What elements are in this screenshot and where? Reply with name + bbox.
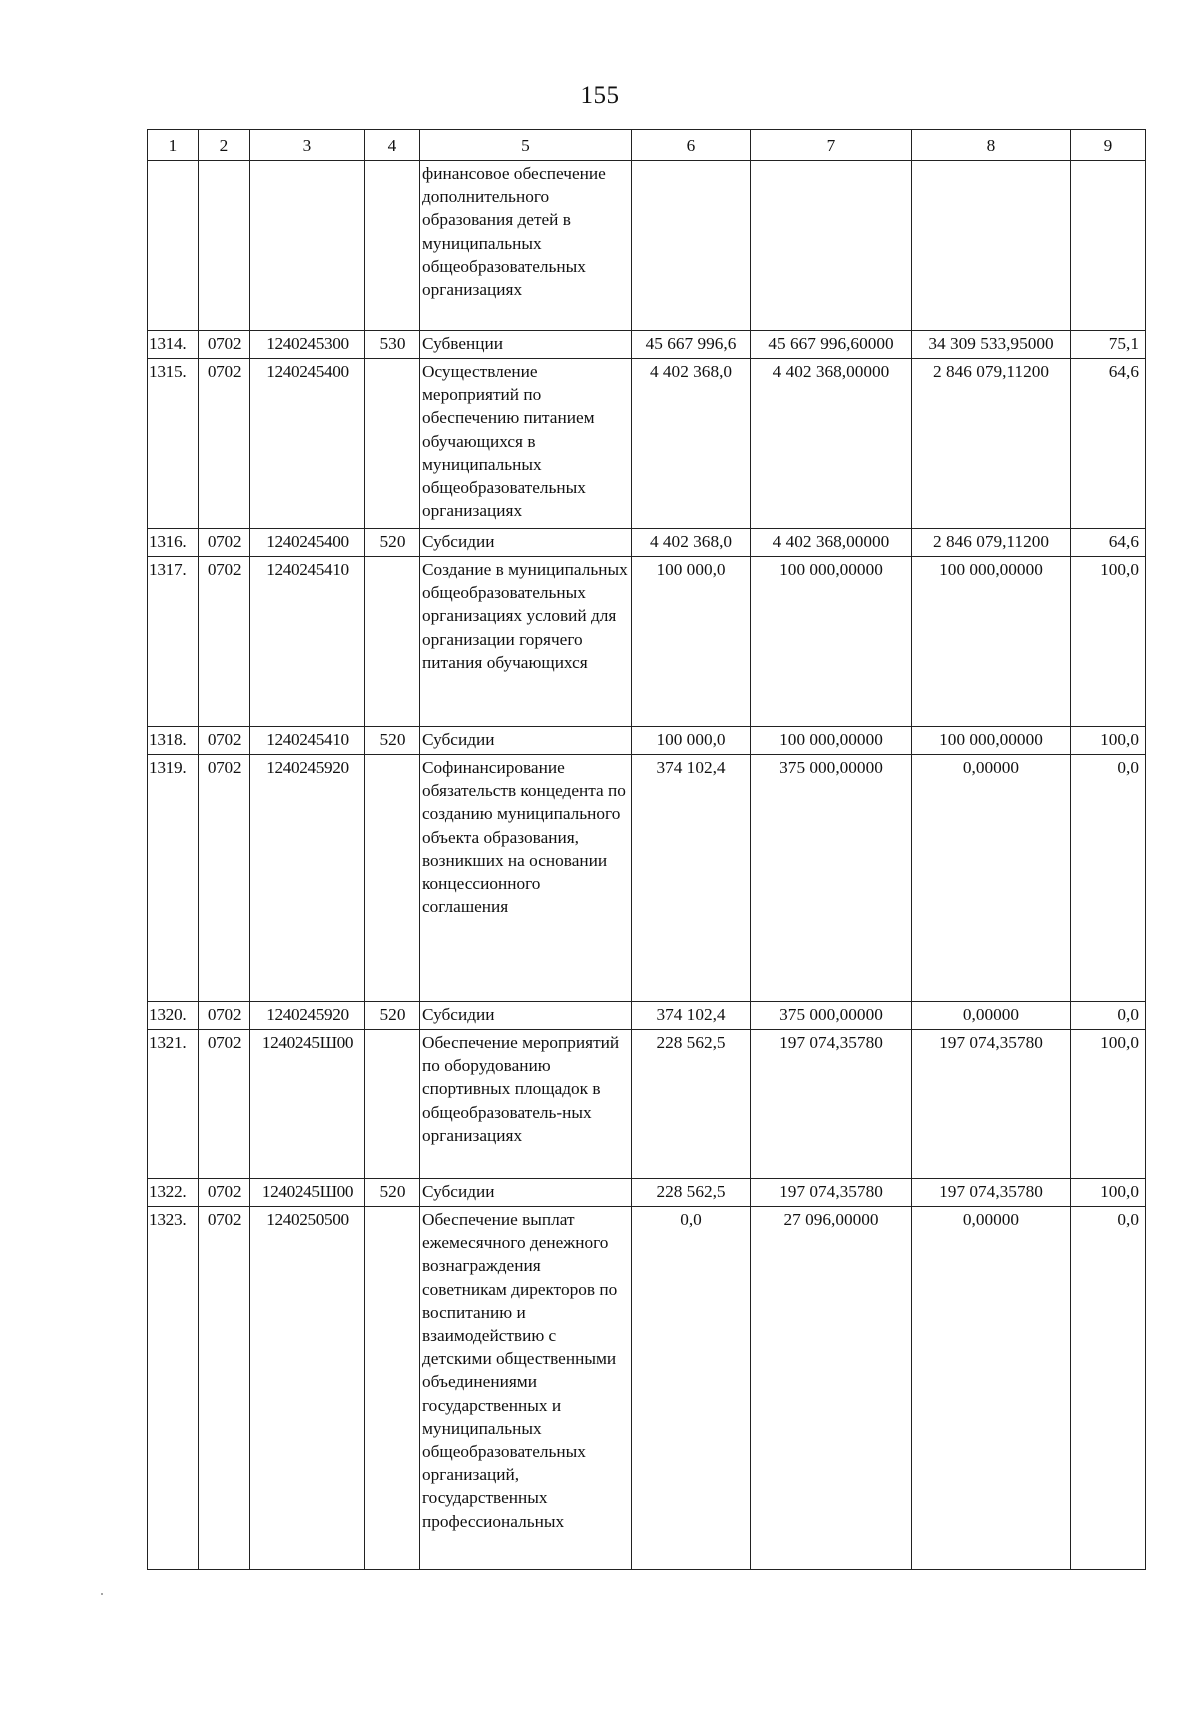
percent-cell: 100,0 xyxy=(1071,727,1146,755)
row-number-cell: 1323. xyxy=(148,1207,199,1570)
expense-type-cell xyxy=(365,1207,420,1570)
description-cell: Создание в муниципальных общеобразовательных организациях условий для организации горячего питания обучающихся xyxy=(420,557,632,727)
table-row xyxy=(148,331,1146,359)
target-code-cell: 1240245410 xyxy=(250,557,365,727)
description-cell: Субсидии xyxy=(420,1002,632,1030)
executed-amount-cell: 100 000,00000 xyxy=(912,727,1071,755)
expense-type-cell xyxy=(365,359,420,529)
scan-speck xyxy=(101,1593,103,1595)
row-number-cell: 1321. xyxy=(148,1030,199,1179)
refined-amount-cell xyxy=(751,161,912,331)
refined-amount-cell: 100 000,00000 xyxy=(751,557,912,727)
section-code-cell: 0702 xyxy=(199,1207,250,1570)
executed-amount-cell: 197 074,35780 xyxy=(912,1179,1071,1207)
plan-amount-cell: 0,0 xyxy=(632,1207,751,1570)
target-code-cell: 1240245920 xyxy=(250,1002,365,1030)
executed-amount-cell: 0,00000 xyxy=(912,755,1071,1002)
plan-amount-cell: 100 000,0 xyxy=(632,557,751,727)
executed-amount-cell xyxy=(912,161,1071,331)
executed-amount-cell: 2 846 079,11200 xyxy=(912,529,1071,557)
refined-amount-cell: 4 402 368,00000 xyxy=(751,529,912,557)
target-code-cell: 1240245400 xyxy=(250,529,365,557)
column-header: 9 xyxy=(1071,130,1146,161)
table-row xyxy=(148,727,1146,755)
executed-amount-cell: 0,00000 xyxy=(912,1002,1071,1030)
target-code-cell: 1240250500 xyxy=(250,1207,365,1570)
column-header: 2 xyxy=(199,130,250,161)
expense-type-cell: 520 xyxy=(365,1179,420,1207)
plan-amount-cell: 4 402 368,0 xyxy=(632,529,751,557)
target-code-cell: 1240245920 xyxy=(250,755,365,1002)
column-header: 4 xyxy=(365,130,420,161)
executed-amount-cell: 100 000,00000 xyxy=(912,557,1071,727)
column-header: 8 xyxy=(912,130,1071,161)
percent-cell: 100,0 xyxy=(1071,557,1146,727)
description-cell: финансовое обеспечение дополнительного образования детей в муниципальных общеобразовательных организациях xyxy=(420,161,632,331)
section-code-cell: 0702 xyxy=(199,529,250,557)
expense-type-cell xyxy=(365,755,420,1002)
plan-amount-cell: 4 402 368,0 xyxy=(632,359,751,529)
section-code-cell: 0702 xyxy=(199,331,250,359)
row-number-cell: 1319. xyxy=(148,755,199,1002)
target-code-cell xyxy=(250,161,365,331)
plan-amount-cell: 228 562,5 xyxy=(632,1030,751,1179)
executed-amount-cell: 34 309 533,95000 xyxy=(912,331,1071,359)
executed-amount-cell: 197 074,35780 xyxy=(912,1030,1071,1179)
section-code-cell: 0702 xyxy=(199,359,250,529)
refined-amount-cell: 375 000,00000 xyxy=(751,755,912,1002)
refined-amount-cell: 197 074,35780 xyxy=(751,1179,912,1207)
expense-type-cell xyxy=(365,1030,420,1179)
percent-cell: 0,0 xyxy=(1071,1207,1146,1570)
section-code-cell: 0702 xyxy=(199,1030,250,1179)
column-header: 6 xyxy=(632,130,751,161)
percent-cell: 64,6 xyxy=(1071,529,1146,557)
table-row xyxy=(148,1030,1146,1179)
executed-amount-cell: 2 846 079,11200 xyxy=(912,359,1071,529)
plan-amount-cell: 228 562,5 xyxy=(632,1179,751,1207)
table-row xyxy=(148,1207,1146,1570)
target-code-cell: 1240245300 xyxy=(250,331,365,359)
description-cell: Софинансирование обязательств концедента по созданию муниципального объекта образования, возникших на основании концессионного соглашения xyxy=(420,755,632,1002)
percent-cell: 64,6 xyxy=(1071,359,1146,529)
row-number-cell: 1317. xyxy=(148,557,199,727)
refined-amount-cell: 45 667 996,60000 xyxy=(751,331,912,359)
table-row xyxy=(148,1179,1146,1207)
column-header: 7 xyxy=(751,130,912,161)
percent-cell: 75,1 xyxy=(1071,331,1146,359)
table-row xyxy=(148,1002,1146,1030)
target-code-cell: 1240245400 xyxy=(250,359,365,529)
table-row xyxy=(148,359,1146,529)
refined-amount-cell: 375 000,00000 xyxy=(751,1002,912,1030)
plan-amount-cell: 45 667 996,6 xyxy=(632,331,751,359)
column-header: 5 xyxy=(420,130,632,161)
plan-amount-cell: 374 102,4 xyxy=(632,1002,751,1030)
executed-amount-cell: 0,00000 xyxy=(912,1207,1071,1570)
description-cell: Субсидии xyxy=(420,529,632,557)
percent-cell: 0,0 xyxy=(1071,1002,1146,1030)
plan-amount-cell: 374 102,4 xyxy=(632,755,751,1002)
target-code-cell: 1240245Ш00 xyxy=(250,1179,365,1207)
expense-type-cell: 520 xyxy=(365,727,420,755)
refined-amount-cell: 100 000,00000 xyxy=(751,727,912,755)
table-body xyxy=(148,161,1146,1570)
row-number-cell: 1320. xyxy=(148,1002,199,1030)
percent-cell: 100,0 xyxy=(1071,1030,1146,1179)
description-cell: Субвенции xyxy=(420,331,632,359)
section-code-cell: 0702 xyxy=(199,755,250,1002)
section-code-cell: 0702 xyxy=(199,1002,250,1030)
expense-type-cell xyxy=(365,557,420,727)
table-row xyxy=(148,529,1146,557)
row-number-cell xyxy=(148,161,199,331)
row-number-cell: 1318. xyxy=(148,727,199,755)
budget-table xyxy=(147,129,1146,1570)
column-header: 1 xyxy=(148,130,199,161)
target-code-cell: 1240245410 xyxy=(250,727,365,755)
page-number: 155 xyxy=(580,82,620,109)
expense-type-cell: 520 xyxy=(365,529,420,557)
description-cell: Субсидии xyxy=(420,1179,632,1207)
table-row xyxy=(148,755,1146,1002)
table-row xyxy=(148,557,1146,727)
description-cell: Субсидии xyxy=(420,727,632,755)
column-header: 3 xyxy=(250,130,365,161)
row-number-cell: 1322. xyxy=(148,1179,199,1207)
description-cell: Обеспечение мероприятий по оборудованию спортивных площадок в общеобразователь-ных организациях xyxy=(420,1030,632,1179)
target-code-cell: 1240245Ш00 xyxy=(250,1030,365,1179)
table-row xyxy=(148,161,1146,331)
refined-amount-cell: 27 096,00000 xyxy=(751,1207,912,1570)
plan-amount-cell: 100 000,0 xyxy=(632,727,751,755)
description-cell: Осуществление мероприятий по обеспечению питанием обучающихся в муниципальных общеобразовательных организациях xyxy=(420,359,632,529)
section-code-cell xyxy=(199,161,250,331)
row-number-cell: 1316. xyxy=(148,529,199,557)
refined-amount-cell: 4 402 368,00000 xyxy=(751,359,912,529)
column-header-row xyxy=(148,130,1146,161)
expense-type-cell: 520 xyxy=(365,1002,420,1030)
expense-type-cell: 530 xyxy=(365,331,420,359)
section-code-cell: 0702 xyxy=(199,557,250,727)
expense-type-cell xyxy=(365,161,420,331)
plan-amount-cell xyxy=(632,161,751,331)
section-code-cell: 0702 xyxy=(199,1179,250,1207)
percent-cell: 100,0 xyxy=(1071,1179,1146,1207)
description-cell: Обеспечение выплат ежемесячного денежного вознаграждения советникам директоров по воспитанию и взаимодействию с детскими общественными объединениями государственных и муниципальных общеобразовательных организаций, государственных профессиональных xyxy=(420,1207,632,1570)
row-number-cell: 1314. xyxy=(148,331,199,359)
row-number-cell: 1315. xyxy=(148,359,199,529)
percent-cell: 0,0 xyxy=(1071,755,1146,1002)
section-code-cell: 0702 xyxy=(199,727,250,755)
percent-cell xyxy=(1071,161,1146,331)
refined-amount-cell: 197 074,35780 xyxy=(751,1030,912,1179)
